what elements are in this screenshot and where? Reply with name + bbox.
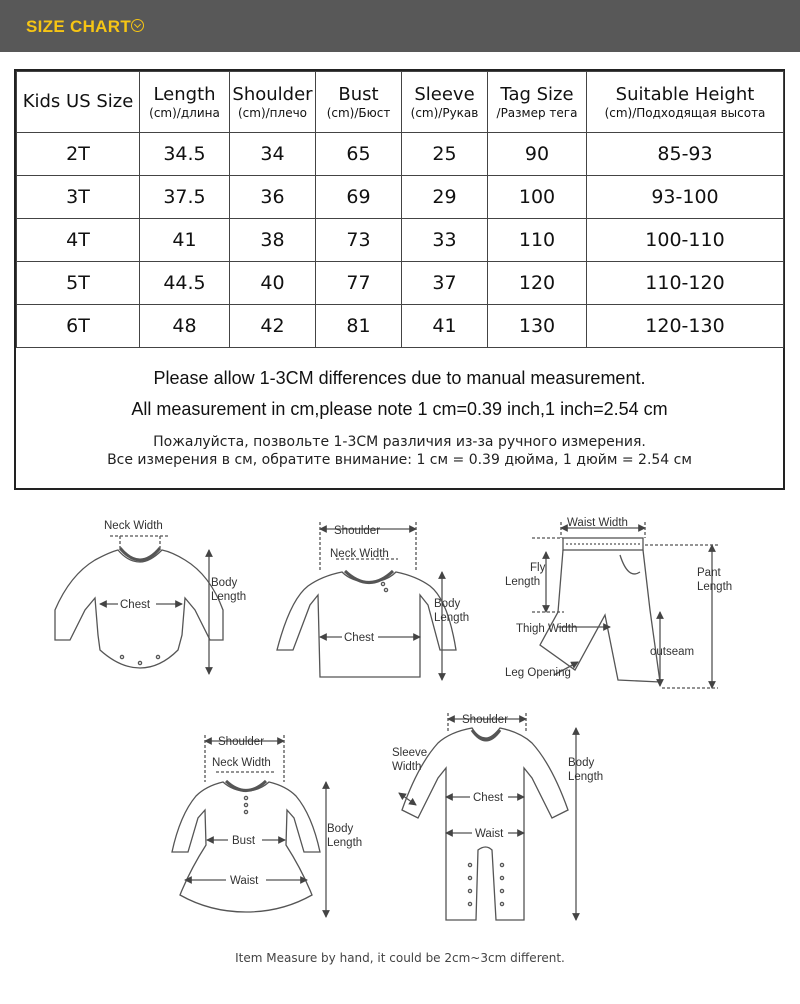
- label-waist: Waist: [475, 828, 504, 840]
- table-cell: 130: [488, 305, 587, 348]
- table-cell: 5T: [17, 262, 140, 305]
- dress-diagram: [172, 735, 362, 917]
- table-cell: 77: [316, 262, 402, 305]
- table-cell: 34: [230, 133, 316, 176]
- label-thigh-width: Thigh Width: [516, 623, 578, 635]
- label-waist-width: Waist Width: [567, 517, 628, 529]
- label-pant-length-2: Length: [697, 581, 733, 593]
- column-header: Kids US Size: [17, 72, 140, 133]
- table-cell: 93-100: [587, 176, 784, 219]
- label-sleeve-width: Sleeve: [392, 747, 428, 759]
- table-cell: 100: [488, 176, 587, 219]
- table-cell: 40: [230, 262, 316, 305]
- table-cell: 69: [316, 176, 402, 219]
- note-ru-2: Все измерения в см, обратите внимание: 1 см = 0.39 дюйма, 1 дюйм = 2.54 см: [107, 452, 692, 468]
- chevron-down-circle-icon: [131, 19, 144, 32]
- table-cell: 37: [402, 262, 488, 305]
- label-bust: Bust: [232, 835, 256, 847]
- table-cell: 110: [488, 219, 587, 262]
- table-cell: 48: [140, 305, 230, 348]
- label-body-length-2: Length: [568, 771, 604, 783]
- label-body-length-2: Length: [327, 837, 363, 849]
- table-cell: 85-93: [587, 133, 784, 176]
- column-header: Shoulder (cm)/плечо: [230, 72, 316, 133]
- label-outseam: outseam: [650, 646, 695, 658]
- label-pant-length: Pant: [697, 567, 721, 579]
- table-cell: 25: [402, 133, 488, 176]
- label-fly-length-2: Length: [505, 576, 541, 588]
- label-neck-width: Neck Width: [212, 757, 271, 769]
- measurement-diagrams: [0, 500, 800, 960]
- label-shoulder: Shoulder: [334, 525, 381, 537]
- table-cell: 2T: [17, 133, 140, 176]
- label-chest: Chest: [473, 792, 504, 804]
- table-cell: 41: [140, 219, 230, 262]
- table-cell: 34.5: [140, 133, 230, 176]
- label-shoulder: Shoulder: [462, 714, 509, 726]
- table-cell: 65: [316, 133, 402, 176]
- column-header: Length (cm)/длина: [140, 72, 230, 133]
- table-header-row: [17, 72, 784, 133]
- bodysuit-diagram: [55, 520, 246, 674]
- label-body-length: Body: [568, 757, 595, 769]
- size-chart-box: [14, 69, 785, 490]
- romper-diagram: [392, 713, 603, 920]
- table-cell: 81: [316, 305, 402, 348]
- label-shoulder: Shoulder: [218, 736, 265, 748]
- table-cell: 38: [230, 219, 316, 262]
- label-neck-width: Neck Width: [330, 548, 389, 560]
- column-header: Suitable Height (cm)/Подходящая высота: [587, 72, 784, 133]
- pants-diagram: [505, 517, 732, 688]
- note-en-1: Please allow 1-3CM differences due to manual measurement.: [153, 368, 646, 388]
- table-row: [17, 219, 784, 262]
- measurement-notes: [16, 347, 783, 491]
- label-sleeve-width-2: Width: [392, 761, 422, 773]
- table-cell: 44.5: [140, 262, 230, 305]
- table-cell: 73: [316, 219, 402, 262]
- table-row: [17, 133, 784, 176]
- table-cell: 120-130: [587, 305, 784, 348]
- shirt-diagram: [277, 522, 469, 680]
- column-header: Sleeve (cm)/Рукав: [402, 72, 488, 133]
- label-waist: Waist: [230, 875, 259, 887]
- column-header: Bust (cm)/Бюст: [316, 72, 402, 133]
- table-cell: 110-120: [587, 262, 784, 305]
- table-cell: 36: [230, 176, 316, 219]
- size-table: [16, 71, 784, 348]
- note-ru-1: Пожалуйста, позвольте 1-3CM различия из-за ручного измерения.: [153, 434, 646, 450]
- table-cell: 37.5: [140, 176, 230, 219]
- table-cell: 6T: [17, 305, 140, 348]
- label-body-length: Body: [434, 598, 461, 610]
- label-chest: Chest: [344, 632, 375, 644]
- table-cell: 41: [402, 305, 488, 348]
- label-body-length-2: Length: [434, 612, 470, 624]
- label-leg-opening: Leg Opening: [505, 667, 571, 679]
- table-cell: 42: [230, 305, 316, 348]
- size-chart-header: [0, 0, 800, 52]
- table-cell: 4T: [17, 219, 140, 262]
- measure-footnote: Item Measure by hand, it could be 2cm~3cm different.: [235, 951, 565, 965]
- column-header: Tag Size /Размер тега: [488, 72, 587, 133]
- size-chart-title: SIZE CHART: [26, 17, 131, 36]
- table-cell: 100-110: [587, 219, 784, 262]
- table-row: [17, 262, 784, 305]
- label-body-length: Body: [211, 577, 238, 589]
- label-fly-length: Fly: [530, 562, 546, 574]
- table-row: [17, 176, 784, 219]
- table-cell: 33: [402, 219, 488, 262]
- table-cell: 3T: [17, 176, 140, 219]
- table-cell: 90: [488, 133, 587, 176]
- label-chest: Chest: [120, 599, 151, 611]
- label-neck-width: Neck Width: [104, 520, 163, 532]
- label-body-length: Body: [327, 823, 354, 835]
- label-body-length-2: Length: [211, 591, 247, 603]
- table-cell: 29: [402, 176, 488, 219]
- note-en-2: All measurement in cm,please note 1 cm=0.39 inch,1 inch=2.54 cm: [131, 399, 668, 419]
- table-row: [17, 305, 784, 348]
- table-cell: 120: [488, 262, 587, 305]
